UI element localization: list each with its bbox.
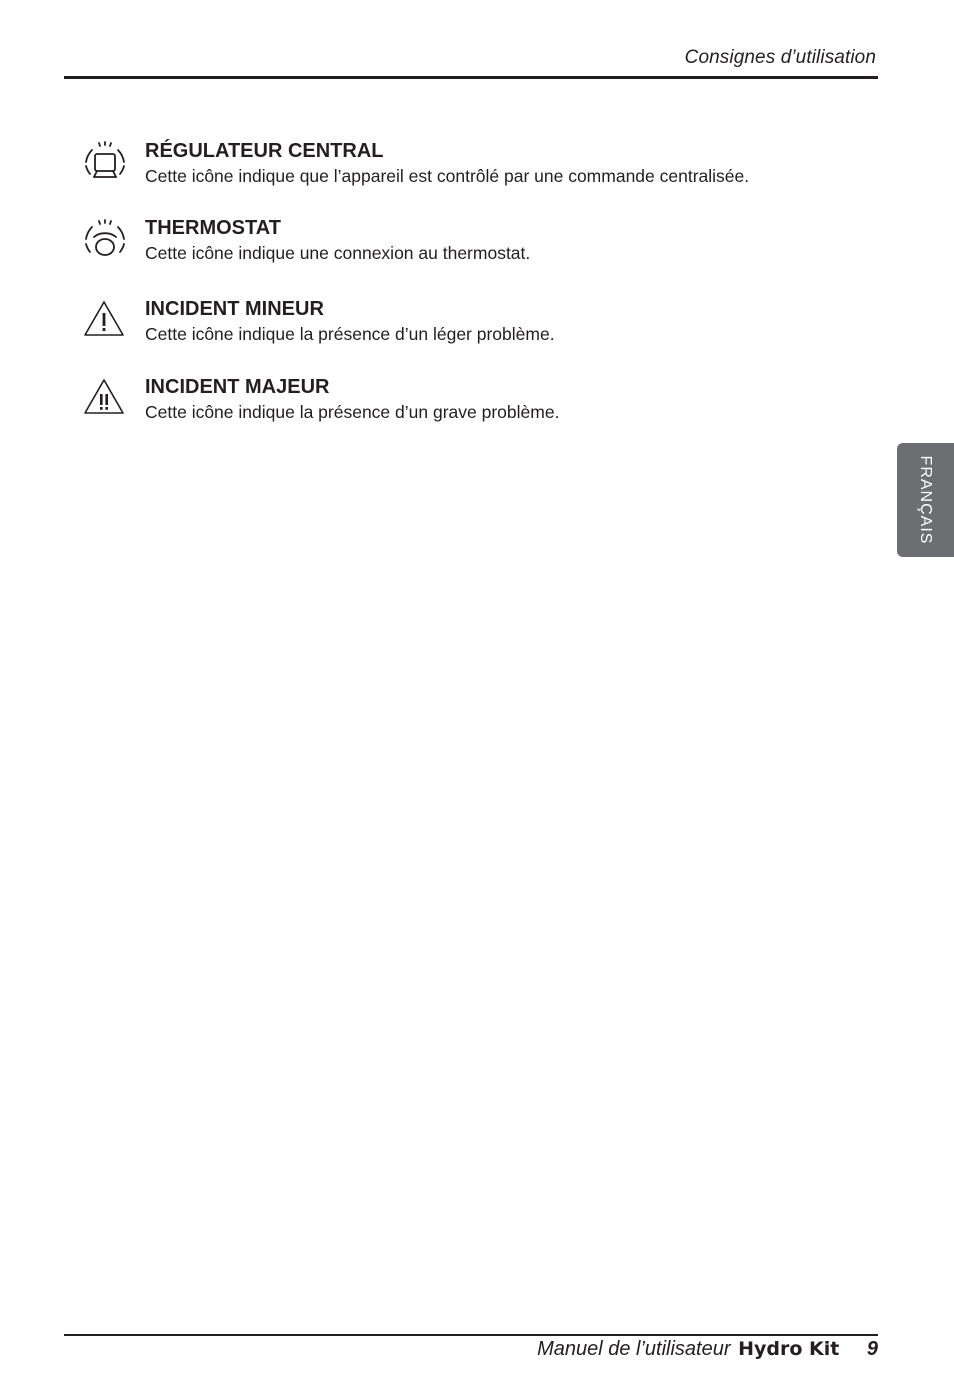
entry-description: Cette icône indique la présence d’un léger problème. xyxy=(145,324,555,344)
major-warning-icon xyxy=(80,376,130,426)
language-tab xyxy=(897,443,954,557)
footer-manual-title: Manuel de l’utilisateur xyxy=(537,1338,731,1360)
thermostat-icon xyxy=(80,217,130,267)
central-controller-icon xyxy=(80,140,130,190)
entry-title: THERMOSTAT xyxy=(145,217,281,239)
page-number: 9 xyxy=(866,1338,878,1360)
running-head: Consignes d’utilisation xyxy=(684,47,876,68)
entry-description: Cette icône indique que l’appareil est contrôlé par une commande centralisée. xyxy=(145,166,750,186)
entry-description: Cette icône indique une connexion au thermostat. xyxy=(145,243,531,263)
entry-title: INCIDENT MAJEUR xyxy=(145,376,330,398)
footer-rule xyxy=(64,1334,878,1336)
footer-product-name: Hydro Kit xyxy=(738,1338,840,1360)
entry-description: Cette icône indique la présence d’un grave problème. xyxy=(145,402,560,422)
entry-title: RÉGULATEUR CENTRAL xyxy=(145,140,384,162)
entry-title: INCIDENT MINEUR xyxy=(145,298,324,320)
page-footer xyxy=(537,1338,878,1361)
minor-warning-icon xyxy=(80,298,130,348)
language-tab-label: FRANÇAIS xyxy=(917,455,934,545)
header-rule xyxy=(64,76,878,79)
